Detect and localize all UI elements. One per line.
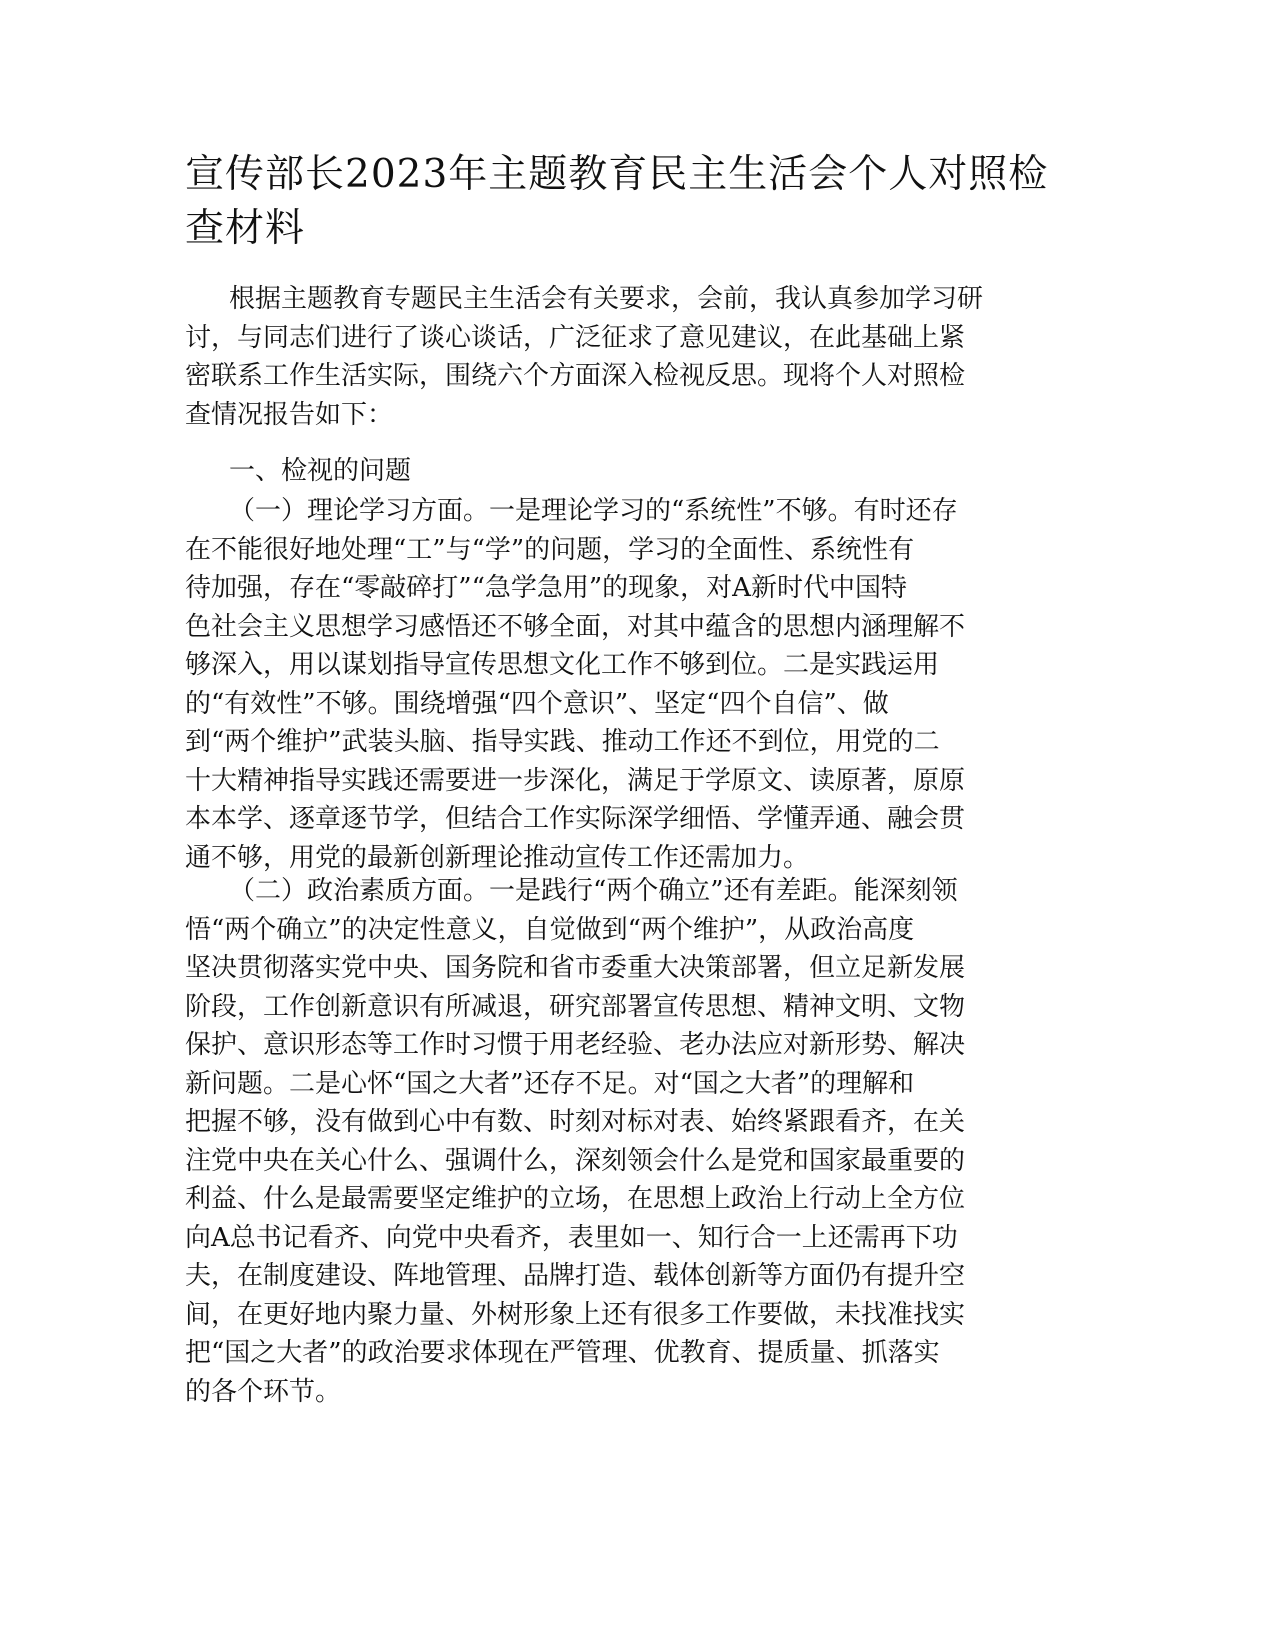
paragraph-line: 新问题。二是心怀“国之大者”还存不足。对“国之大者”的理解和 (185, 1068, 915, 1099)
paragraph-line: 密联系工作生活实际，围绕六个方面深入检视反思。现将个人对照检 (185, 361, 966, 391)
section-heading (185, 452, 1085, 491)
paragraph-line: 查情况报告如下： (185, 399, 394, 430)
paragraph-line: 的各个环节。 (185, 1376, 342, 1407)
section-heading-text: 一、检视的问题 (229, 456, 412, 486)
paragraph-line: 把“国之大者”的政治要求体现在严管理、优教育、提质量、抓落实 (185, 1338, 940, 1368)
paragraph-line: 保护、意识形态等工作时习惯于用老经验、老办法应对新形势、解决 (185, 1030, 966, 1060)
paragraph-line: 够深入，用以谋划指导宣传思想文化工作不够到位。二是实践运用 (185, 650, 940, 680)
paragraph-line: 阶段，工作创新意识有所减退，研究部署宣传思想、精神文明、文物 (185, 991, 966, 1022)
paragraph-line: （一）理论学习方面。一是理论学习的“系统性”不够。有时还存 (229, 496, 958, 526)
paragraph-line: 根据主题教育专题民主生活会有关要求，会前，我认真参加学习研 (229, 284, 984, 314)
paragraph-line: 利益、什么是最需要坚定维护的立场，在思想上政治上行动上全方位 (185, 1184, 966, 1214)
theory-study-paragraph (185, 492, 1085, 877)
paragraph-line: 十大精神指导实践还需要进一步深化，满足于学原文、读原著，原原 (185, 765, 966, 796)
paragraph-line: 待加强，存在“零敲碎打”“急学急用”的现象，对A新时代中国特 (185, 573, 907, 603)
paragraph-line: 到“两个维护”武装头脑、指导实践、推动工作还不到位，用党的二 (185, 727, 940, 757)
paragraph-line: 向A总书记看齐、向党中央看齐，表里如一、知行合一上还需再下功 (185, 1222, 958, 1253)
document-title (185, 148, 1085, 256)
paragraph-line: 间，在更好地内聚力量、外树形象上还有很多工作要做，未找准找实 (185, 1299, 966, 1330)
paragraph-line: 注党中央在关心什么、强调什么，深刻领会什么是党和国家最重要的 (185, 1145, 966, 1176)
paragraph-line: 通不够，用党的最新创新理论推动宣传工作还需加力。 (185, 842, 810, 873)
intro-paragraph (185, 280, 1085, 434)
paragraph-line: 讨，与同志们进行了谈心谈话，广泛征求了意见建议，在此基础上紧 (185, 322, 966, 353)
paragraph-line: 夫，在制度建设、阵地管理、品牌打造、载体创新等方面仍有提升空 (185, 1261, 966, 1291)
paragraph-line: 在不能很好地处理“工”与“学”的问题，学习的全面性、系统性有 (185, 534, 915, 565)
paragraph-line: （二）政治素质方面。一是践行“两个确立”还有差距。能深刻领 (229, 876, 958, 906)
title-line: 查材料 (185, 206, 306, 251)
paragraph-line: 本本学、逐章逐节学，但结合工作实际深学细悟、学懂弄通、融会贯 (185, 804, 966, 834)
title-line: 宣传部长2023年主题教育民主生活会个人对照检 (185, 152, 1049, 197)
paragraph-line: 把握不够，没有做到心中有数、时刻对标对表、始终紧跟看齐，在关 (185, 1107, 966, 1137)
paragraph-line: 色社会主义思想学习感悟还不够全面，对其中蕴含的思想内涵理解不 (185, 611, 966, 642)
political-quality-paragraph (185, 872, 1085, 1411)
paragraph-line: 的“有效性”不够。围绕增强“四个意识”、坚定“四个自信”、做 (185, 688, 889, 719)
paragraph-line: 坚决贯彻落实党中央、国务院和省市委重大决策部署，但立足新发展 (185, 953, 966, 983)
paragraph-line: 悟“两个确立”的决定性意义，自觉做到“两个维护”，从政治高度 (185, 914, 915, 945)
